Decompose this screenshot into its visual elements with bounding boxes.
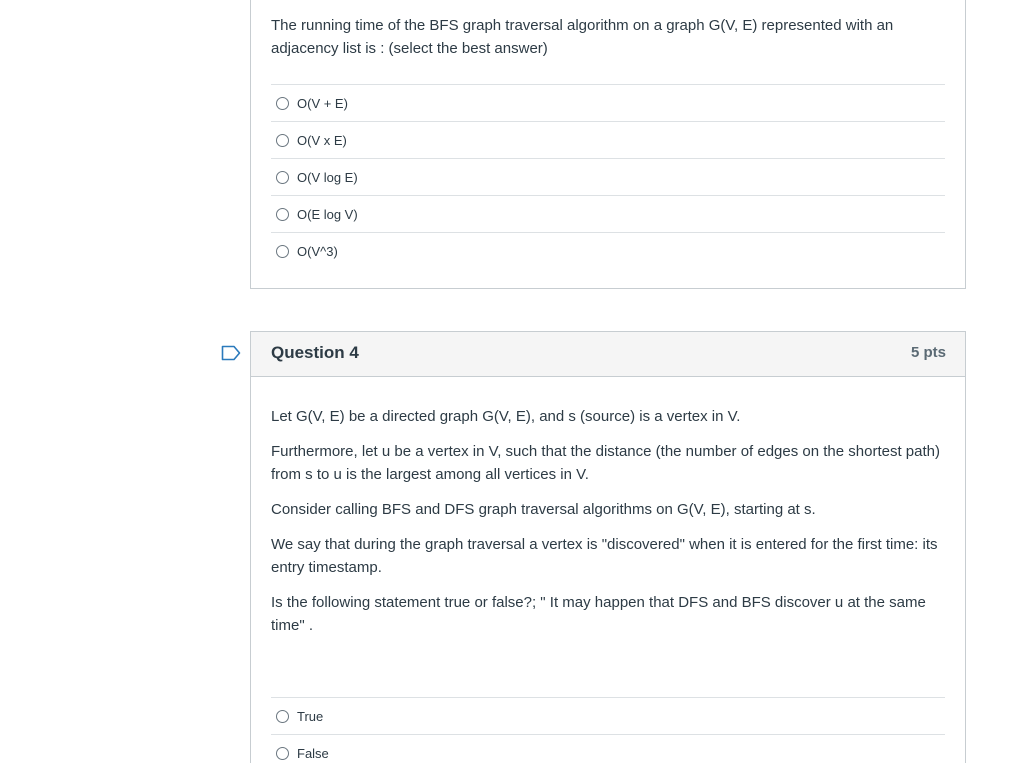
- question-4-answers: [271, 697, 945, 763]
- answer-option[interactable]: [271, 85, 945, 122]
- radio-button[interactable]: [276, 710, 289, 723]
- question-4-text: [271, 405, 945, 649]
- answer-label: True: [297, 708, 324, 724]
- question-paragraph: We say that during the graph traversal a vertex is "discovered" when it is entered for the first time: its entry timestamp.: [271, 536, 938, 576]
- radio-button[interactable]: [276, 208, 289, 221]
- question-4-card: [250, 331, 966, 763]
- radio-button[interactable]: [276, 134, 289, 147]
- question-3-answers: [271, 84, 945, 269]
- question-paragraph: Let G(V, E) be a directed graph G(V, E), and s (source) is a vertex in V.: [271, 408, 741, 425]
- radio-button[interactable]: [276, 747, 289, 760]
- flag-question-icon[interactable]: [221, 345, 241, 361]
- answer-option[interactable]: [271, 196, 945, 233]
- answer-label: O(V log E): [297, 169, 358, 185]
- answer-option[interactable]: [271, 159, 945, 196]
- answer-label: O(V x E): [297, 132, 347, 148]
- answer-option[interactable]: [271, 698, 945, 735]
- answer-option[interactable]: [271, 735, 945, 763]
- question-paragraph: Is the following statement true or false?; " It may happen that DFS and BFS discover u at the same time" .: [271, 594, 926, 634]
- question-paragraph: Furthermore, let u be a vertex in V, such that the distance (the number of edges on the shortest path) from s to u is the largest among all vertices in V.: [271, 443, 940, 483]
- answer-option[interactable]: [271, 233, 945, 269]
- question-title: Question 4: [271, 343, 359, 362]
- question-paragraph: Consider calling BFS and DFS graph traversal algorithms on G(V, E), starting at s.: [271, 501, 816, 518]
- radio-button[interactable]: [276, 97, 289, 110]
- answer-label: O(V^3): [297, 243, 338, 259]
- answer-label: O(V + E): [297, 95, 348, 111]
- question-3-text: The running time of the BFS graph traversal algorithm on a graph G(V, E) represented with an adjacency list is : (select the best answer): [271, 17, 894, 57]
- answer-option[interactable]: [271, 122, 945, 159]
- question-points: 5 pts: [910, 344, 946, 361]
- answer-label: O(E log V): [297, 206, 358, 222]
- radio-button[interactable]: [276, 245, 289, 258]
- question-header: [251, 332, 965, 377]
- question-3-card: [250, 0, 966, 289]
- radio-button[interactable]: [276, 171, 289, 184]
- answer-label: False: [297, 745, 329, 761]
